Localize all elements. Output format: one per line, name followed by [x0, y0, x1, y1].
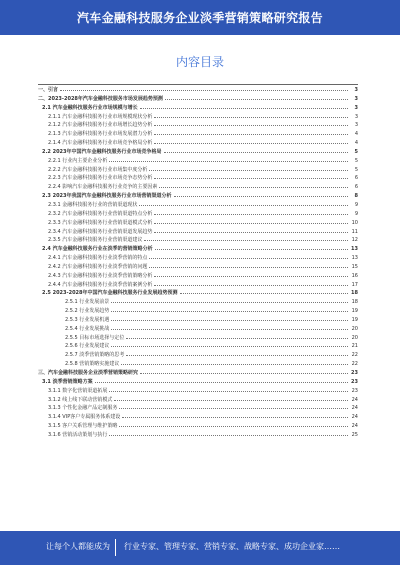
toc-dot-leader — [154, 134, 348, 135]
toc-entry[interactable] — [38, 228, 358, 237]
toc-entry[interactable] — [38, 325, 358, 334]
toc-entry-page: 23 — [351, 387, 358, 394]
toc-dot-leader — [114, 400, 348, 401]
toc-entry-title: 3.1.3 个性化金融产品定制服务 — [48, 405, 118, 412]
toc-entry-title: 2.2 2023年中国汽车金融科技服务行业市场竞争格局 — [42, 148, 162, 155]
toc-entry-page: 6 — [354, 184, 358, 191]
toc-entry-title: 2.3 2023年我国汽车金融科技服务行业市场营销渠道分析 — [42, 193, 172, 200]
toc-entry-page: 3 — [354, 122, 358, 129]
toc-dot-leader — [154, 276, 348, 277]
toc-entry-title: 2.3.1 金融科技服务行业的营销渠道现状 — [48, 201, 138, 208]
toc-dot-leader — [180, 293, 348, 294]
toc-entry-page: 13 — [351, 255, 358, 262]
toc-entry-title: 2.1.1 汽车金融科技服务行业市场规模现状分析 — [48, 113, 153, 120]
toc-entry-title: 3.1 淡季营销策略方案 — [42, 378, 93, 385]
toc-entry[interactable] — [38, 113, 358, 122]
toc-dot-leader — [122, 417, 348, 418]
toc-entry-title: 2.3.5 汽车金融科技服务行业营销渠道建议 — [48, 237, 143, 244]
toc-entry-page: 6 — [354, 175, 358, 182]
toc-dot-leader — [95, 382, 348, 383]
toc-entry[interactable] — [38, 281, 358, 290]
toc-dot-leader — [119, 408, 348, 409]
toc-entry-title: 2.3.2 汽车金融科技服务行业营销渠道特点分析 — [48, 210, 153, 217]
toc-heading: 内容目录 — [175, 55, 224, 69]
toc-entry-page: 24 — [351, 405, 358, 412]
toc-entry[interactable] — [38, 174, 358, 183]
toc-dot-leader — [155, 249, 348, 250]
toc-entry-page: 4 — [354, 131, 358, 138]
toc-entry[interactable] — [38, 307, 358, 316]
toc-entry-title: 2.1.3 汽车金融科技服务行业市场发展潜力分析 — [48, 131, 153, 138]
toc-entry-title: 2.5.3 行业发展机遇 — [65, 316, 110, 323]
toc-entry-page: 4 — [354, 140, 358, 147]
toc-entry[interactable] — [38, 431, 358, 440]
toc-entry[interactable] — [38, 148, 358, 157]
toc-entry[interactable] — [38, 422, 358, 431]
toc-dot-leader — [154, 117, 348, 118]
toc-entry[interactable] — [38, 104, 358, 113]
report-title: 汽车金融科技服务企业淡季营销策略研究报告 — [76, 11, 323, 25]
toc-entry-page: 25 — [351, 431, 358, 438]
toc-entry[interactable] — [38, 404, 358, 413]
toc-entry-page: 12 — [351, 237, 358, 244]
toc-entry[interactable] — [38, 254, 358, 263]
toc-entry-title: 2.5 2023-2028年中国汽车金融科技服务行业发展趋势预测 — [42, 290, 178, 297]
toc-entry-title: 2.5.8 营销策略实施建议 — [65, 361, 120, 368]
toc-entry[interactable] — [38, 236, 358, 245]
toc-dot-leader — [119, 426, 348, 427]
toc-entry-title: 3.1.5 客户关系管理与维护策略 — [48, 423, 118, 430]
table-of-contents — [38, 86, 358, 440]
toc-entry[interactable] — [38, 139, 358, 148]
toc-entry-title: 2.2.2 汽车金融科技服务行业市场集中度分析 — [48, 166, 148, 173]
toc-entry[interactable] — [38, 219, 358, 228]
toc-entry-page: 11 — [351, 228, 358, 235]
toc-entry[interactable] — [38, 201, 358, 210]
toc-entry[interactable] — [38, 130, 358, 139]
toc-entry[interactable] — [38, 298, 358, 307]
toc-entry[interactable] — [38, 245, 358, 254]
toc-entry-page: 24 — [351, 423, 358, 430]
toc-dot-leader — [154, 223, 348, 224]
toc-entry-title: 3.1.6 营销活动策划与执行 — [48, 431, 108, 438]
toc-entry[interactable] — [38, 369, 358, 378]
toc-dot-leader — [60, 90, 348, 91]
toc-entry-page: 22 — [351, 352, 358, 359]
toc-dot-leader — [165, 99, 348, 100]
toc-entry[interactable] — [38, 210, 358, 219]
toc-entry[interactable] — [38, 351, 358, 360]
footer-tagline: 行业专家、管理专家、营销专家、战略专家、成功企业家…… — [124, 542, 340, 551]
toc-entry-title: 3.1.2 线上线下联动营销模式 — [48, 396, 113, 403]
toc-entry-page: 17 — [351, 281, 358, 288]
toc-entry-page: 3 — [354, 87, 358, 93]
toc-dot-leader — [154, 285, 348, 286]
toc-entry-page: 20 — [351, 334, 358, 341]
toc-dot-leader — [111, 320, 348, 321]
toc-entry-title: 二、2023-2028年汽车金融科技服务市场发展趋势预测 — [38, 95, 163, 102]
toc-entry[interactable] — [38, 387, 358, 396]
toc-dot-leader — [154, 214, 348, 215]
toc-entry-title: 2.5.7 淡季营销策略的思考 — [65, 352, 125, 359]
toc-entry-title: 2.2.3 汽车金融科技服务行业市场竞争态势分析 — [48, 175, 153, 182]
toc-entry-title: 2.4.1 汽车金融科技服务行业淡季营销的特点 — [48, 255, 148, 262]
toc-entry-page: 5 — [354, 157, 358, 164]
toc-entry-title: 2.1.4 汽车金融科技服务行业市场竞争格局分析 — [48, 140, 153, 147]
toc-entry-title: 2.2.1 行业内主要企业分析 — [48, 157, 108, 164]
toc-dot-leader — [149, 267, 348, 268]
toc-dot-leader — [111, 302, 348, 303]
toc-entry-title: 2.5.5 目标市场选择与定位 — [65, 334, 125, 341]
toc-entry[interactable] — [38, 166, 358, 175]
toc-dot-leader — [144, 240, 348, 241]
toc-dot-leader — [174, 196, 348, 197]
page-footer — [0, 531, 400, 565]
toc-entry-page: 5 — [354, 166, 358, 173]
toc-dot-leader — [109, 161, 348, 162]
toc-entry-title: 2.4.4 汽车金融科技服务行业淡季营销案例分析 — [48, 281, 153, 288]
toc-entry-page: 23 — [351, 378, 358, 385]
toc-entry-title: 一、引言 — [38, 87, 59, 93]
toc-entry-page: 15 — [351, 263, 358, 270]
toc-dot-leader — [154, 232, 348, 233]
toc-dot-leader — [109, 435, 348, 436]
toc-entry-title: 2.5.2 行业发展趋势 — [65, 308, 110, 315]
toc-entry-page: 5 — [354, 148, 358, 155]
toc-dot-leader — [121, 364, 348, 365]
toc-entry-title: 三、汽车金融科技服务企业淡季营销策略研究 — [38, 370, 139, 376]
toc-entry[interactable] — [38, 95, 358, 104]
page-header — [0, 0, 400, 35]
toc-entry-page: 10 — [351, 219, 358, 226]
toc-entry-page: 8 — [354, 193, 358, 200]
toc-dot-leader — [126, 338, 348, 339]
toc-entry-page: 24 — [351, 396, 358, 403]
toc-dot-leader — [154, 178, 348, 179]
toc-entry[interactable] — [38, 272, 358, 281]
toc-entry[interactable] — [38, 396, 358, 405]
toc-entry-title: 2.4 汽车金融科技服务行业在淡季的营销策略分析 — [42, 246, 153, 253]
toc-entry[interactable] — [38, 121, 358, 130]
toc-dot-leader — [111, 311, 348, 312]
toc-entry[interactable] — [38, 263, 358, 272]
toc-dot-leader — [154, 125, 348, 126]
toc-entry[interactable] — [38, 183, 358, 192]
toc-entry-page: 19 — [351, 316, 358, 323]
toc-entry-page: 22 — [351, 361, 358, 368]
toc-entry-title: 3.1.1 数字化营销渠道拓展 — [48, 387, 108, 394]
toc-dot-leader — [149, 258, 348, 259]
toc-entry-page: 13 — [351, 246, 358, 253]
toc-entry-title: 2.2.4 影响汽车金融科技服务行业竞争的主要因素 — [48, 184, 158, 191]
toc-entry-title: 2.1 汽车金融科技服务行业市场规模与增长 — [42, 104, 138, 111]
toc-entry-page: 3 — [354, 104, 358, 111]
footer-divider — [115, 539, 116, 556]
toc-entry-title: 2.5.4 行业发展挑战 — [65, 325, 110, 332]
toc-dot-leader — [159, 187, 348, 188]
toc-entry-page: 3 — [354, 95, 358, 102]
toc-entry-page: 16 — [351, 272, 358, 279]
toc-entry-title: 2.3.4 汽车金融科技服务行业营销渠道发展趋势 — [48, 228, 153, 235]
toc-dot-leader — [126, 355, 348, 356]
toc-entry[interactable] — [38, 316, 358, 325]
toc-entry[interactable] — [38, 342, 358, 351]
toc-dot-leader — [111, 329, 348, 330]
toc-entry-page: 21 — [351, 343, 358, 350]
toc-entry-page: 18 — [351, 299, 358, 306]
toc-entry[interactable] — [38, 86, 358, 95]
toc-entry-title: 2.5.1 行业发展前景 — [65, 299, 110, 306]
toc-entry-page: 19 — [351, 308, 358, 315]
toc-entry-page: 20 — [351, 325, 358, 332]
toc-dot-leader — [154, 143, 348, 144]
toc-entry-title: 3.1.4 VIP客户专属服务体系建设 — [48, 414, 121, 421]
toc-entry-page: 3 — [354, 113, 358, 120]
toc-entry-title: 2.3.3 汽车金融科技服务行业营销渠道模式分析 — [48, 219, 153, 226]
toc-entry[interactable] — [38, 334, 358, 343]
toc-entry-title: 2.4.2 汽车金融科技服务行业淡季营销的问题 — [48, 263, 148, 270]
toc-entry[interactable] — [38, 157, 358, 166]
toc-dot-leader — [139, 205, 348, 206]
toc-entry-title: 2.5.6 行业发展建议 — [65, 343, 110, 350]
toc-dot-leader — [109, 391, 348, 392]
toc-entry-page: 9 — [354, 210, 358, 217]
toc-entry-title: 2.4.3 汽车金融科技服务行业淡季营销策略分析 — [48, 272, 153, 279]
toc-entry-page: 23 — [351, 370, 358, 376]
toc-dot-leader — [111, 346, 348, 347]
toc-dot-leader — [164, 152, 348, 153]
toc-entry-page: 24 — [351, 414, 358, 421]
toc-dot-leader — [140, 108, 348, 109]
toc-entry[interactable] — [38, 289, 358, 298]
toc-dot-leader — [140, 373, 348, 374]
toc-entry[interactable] — [38, 192, 358, 201]
toc-entry-page: 9 — [354, 201, 358, 208]
footer-slogan: 让每个人都能成为 — [46, 542, 110, 551]
toc-entry[interactable] — [38, 378, 358, 387]
toc-entry-page: 18 — [351, 290, 358, 297]
toc-entry[interactable] — [38, 413, 358, 422]
toc-dot-leader — [149, 170, 348, 171]
toc-entry[interactable] — [38, 360, 358, 369]
toc-entry-title: 2.1.2 汽车金融科技服务行业市场增长趋势分析 — [48, 122, 153, 129]
toc-top-rule — [38, 84, 358, 85]
